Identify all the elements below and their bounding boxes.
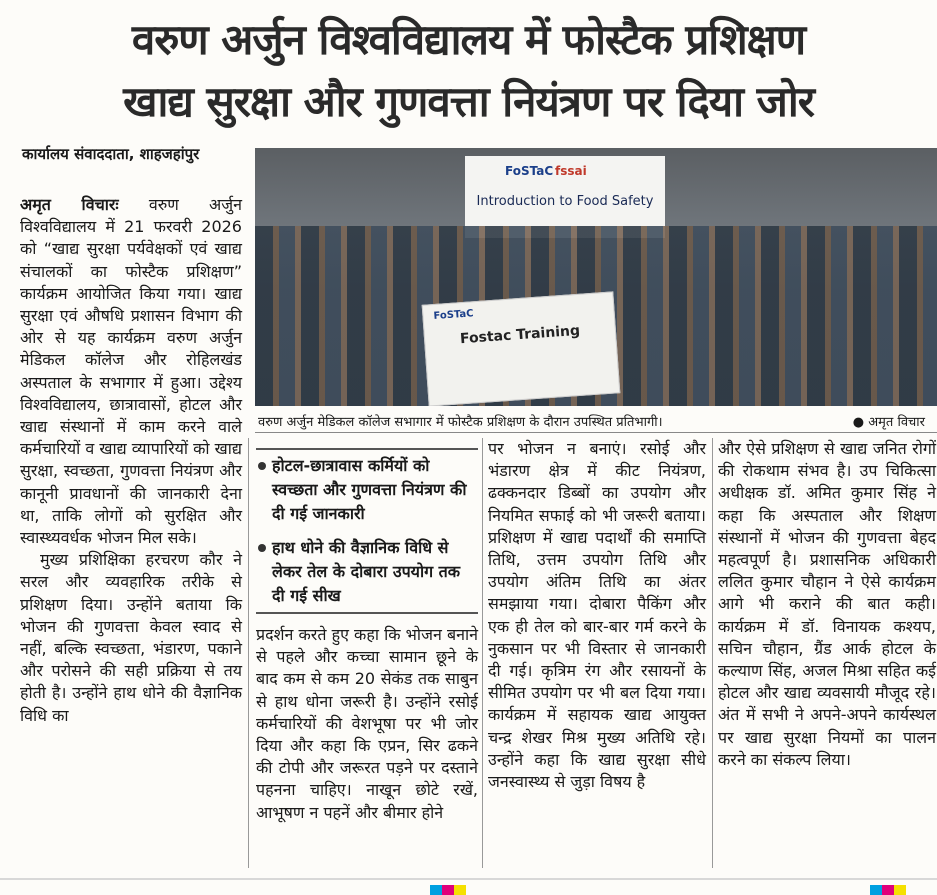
registration-mark-yellow-2 xyxy=(894,885,906,895)
article-column-1 xyxy=(20,194,242,727)
article-lead: अमृत विचारः xyxy=(20,195,119,214)
article-column-2: प्रदर्शन करते हुए कहा कि भोजन बनाने से पहले और कच्चा सामान छूने के बाद कम से कम 20 सेकंड तक साबुन से हाथ धोना जरूरी है। उन्होंने रसोई कर्मचारियों की वेशभूषा पर भी जोर दिया और कहा कि एप्रन, सिर ढकने की टोपी और जरूरत पड़ने पर दस्ताने पहनना चाहिए। नाखून छोटे रखें, आभूषण न पहनें और बीमार होने xyxy=(256,625,478,822)
article-column-4: और ऐसे प्रशिक्षण से खाद्य जनित रोगों की रोकथाम संभव है। उप चिकित्सा अधीक्षक डॉ. अमित कुमार सिंह ने कहा कि अस्पताल और शिक्षण संस्थानों में भोजन की गुणवत्ता बेहद महत्वपूर्ण है। प्रशासनिक अधिकारी ललित कुमार चौहान ने ऐसे कार्यक्रम आगे भी कराने की बात कही। कार्यक्रम में डॉ. विनायक कश्यप, सचिन चौहान, ग्रैंड आर्क होटल के कल्याण सिंह, अजल मिश्रा सहित कई होटल और खाद्य व्यवसायी मौजूद रहे। अंत में सभी ने अपने-अपने कार्यस्थल पर खाद्य सुरक्षा नियमों का पालन करने का संकल्प लिया। xyxy=(718,439,936,769)
highlights-box xyxy=(256,454,476,618)
registration-mark-yellow xyxy=(454,885,466,895)
screen-logo-fostac: FoSTaC xyxy=(505,164,554,178)
banner-title: Fostac Training xyxy=(459,322,581,348)
banner-logo: FoSTaC xyxy=(433,308,474,323)
registration-mark-cyan-2 xyxy=(870,885,882,895)
registration-mark-magenta-2 xyxy=(882,885,894,895)
registration-mark-cyan xyxy=(430,885,442,895)
photo-caption: वरुण अर्जुन मेडिकल कॉलेज सभागार में फोस्टैक प्रशिक्षण के दौरान उपस्थित प्रतिभागी। xyxy=(258,415,663,430)
article-paragraph-2: मुख्य प्रशिक्षिका हरचरण कौर ने सरल और व्यवहारिक तरीके से प्रशिक्षण दिया। उन्होंने बताया कि भोजन की गुणवत्ता केवल स्वाद से नहीं, बल्कि स्वच्छता, भंडारण, पकाने और परोसने की सही प्रक्रिया से तय होती है। उन्होंने हाथ धोने की वैज्ञानिक विधि का xyxy=(20,550,242,725)
byline: कार्यालय संवाददाता, शाहजहांपुर xyxy=(22,145,200,163)
column-divider xyxy=(482,438,483,868)
screen-text: Introduction to Food Safety xyxy=(476,194,654,209)
photo-credit: ● अमृत विचार xyxy=(852,415,925,430)
headline-line-2: खाद्य सुरक्षा और गुणवत्ता नियंत्रण पर दिया जोर xyxy=(123,77,814,126)
highlight-item: हाथ धोने की वैज्ञानिक विधि से लेकर तेल के दोबारा उपयोग तक दी गई सीख xyxy=(256,536,476,608)
training-banner xyxy=(422,291,621,406)
event-photo xyxy=(255,148,937,406)
article-paragraph-1: वरुण अर्जुन विश्वविद्यालय में 21 फरवरी 2026 को “खाद्य सुरक्षा पर्यवेक्षकों एवं खाद्य संचालकों का फोस्टैक प्रशिक्षण” कार्यक्रम आयोजित किया गया। खाद्य सुरक्षा एवं औषधि प्रशासन विभाग की ओर से यह कार्यक्रम वरुण अर्जुन मेडिकल कॉलेज और रोहिलखंड अस्पताल के सभागार में हुआ। उद्देश्य विश्वविद्यालय, छात्रावासों, होटल और खाद्य संस्थानों में काम करने वाले कर्मचारियों व खाद्य व्यापारियों को खाद्य सुरक्षा, स्वच्छता, गुणवत्ता नियंत्रण और कानूनी प्रावधानों की जानकारी देना था, ताकि लोगों को सुरक्षित और स्वास्थ्यवर्धक भोजन मिल सके। xyxy=(20,195,242,548)
article-column-3: पर भोजन न बनाएं। रसोई और भंडारण क्षेत्र में कीट नियंत्रण, ढक्कनदार डिब्बों का उपयोग और नियमित सफाई को भी जरूरी बताया। प्रशिक्षण में खाद्य पदार्थों की समाप्ति तिथि, उत्तम उपयोग तिथि और उपयोग अंतिम तिथि का अंतर समझाया गया। दोबारा पैकिंग और एक ही तेल को बार-बार गर्म करने के नुकसान पर भी विस्तार से जानकारी दी गई। कृत्रिम रंग और रसायनों के सीमित उपयोग पर भी बल दिया गया। कार्यक्रम में सहायक खाद्य आयुक्त चन्द्र शेखर मिश्र मुख्य अतिथि रहे। उन्होंने कहा कि खाद्य सुरक्षा सीधे जनस्वास्थ्य से जुड़ा विषय है xyxy=(488,439,706,792)
bottom-border xyxy=(0,878,937,880)
caption-divider xyxy=(255,432,937,433)
column-divider xyxy=(248,438,249,868)
highlight-rule-bottom xyxy=(256,612,478,614)
highlight-rule-top xyxy=(256,448,478,450)
screen-logo-fssai: fssai xyxy=(555,164,587,178)
column-divider xyxy=(712,438,713,868)
highlight-item: होटल-छात्रावास कर्मियों को स्वच्छता और गुणवत्ता नियंत्रण की दी गई जानकारी xyxy=(256,454,476,526)
registration-mark-magenta xyxy=(442,885,454,895)
headline-line-1: वरुण अर्जुन विश्वविद्यालय में फोस्टैक प्रशिक्षण xyxy=(131,15,806,64)
